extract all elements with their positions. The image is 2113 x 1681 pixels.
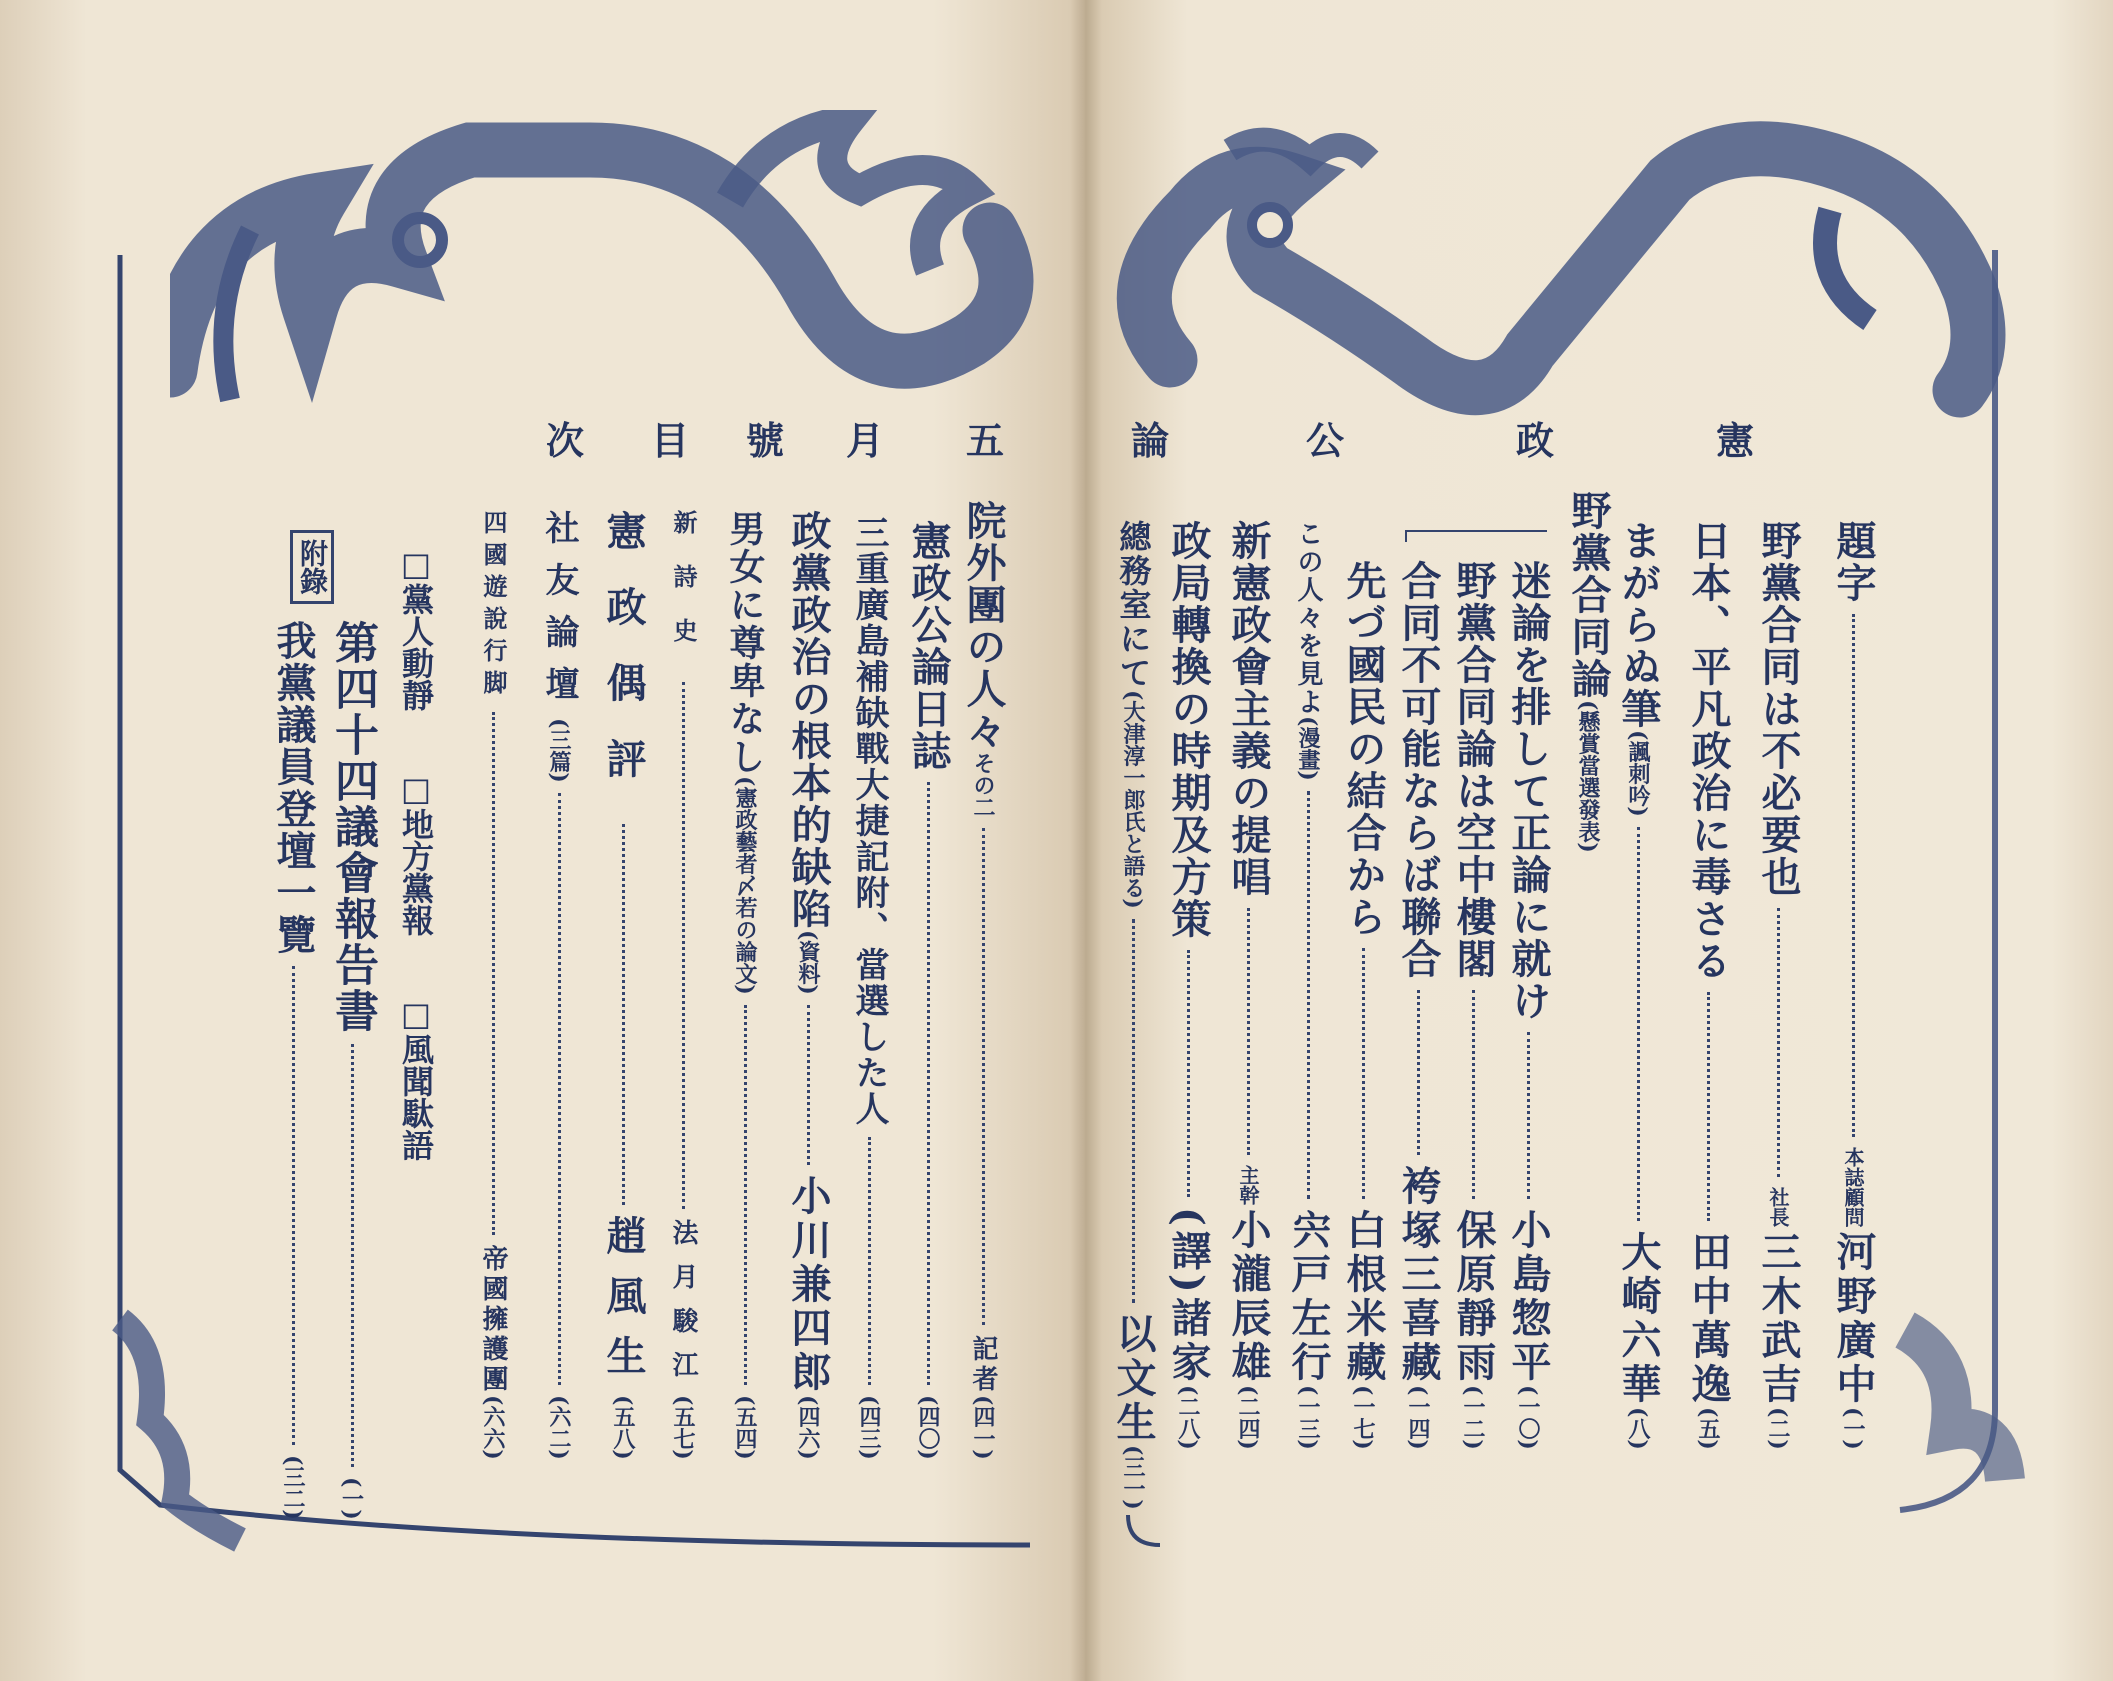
entry-title: 三重廣島補缺戰大捷記附、當選した人 bbox=[849, 515, 889, 1127]
toc-entry[interactable] bbox=[665, 510, 702, 1460]
right-scroll-ornament bbox=[1110, 120, 2010, 420]
toc-entry[interactable] bbox=[780, 510, 837, 1460]
entry-page: (六六) bbox=[480, 1395, 506, 1460]
toc-entry[interactable] bbox=[535, 510, 584, 1460]
entry-author: 法月駿江 bbox=[668, 1219, 698, 1396]
magazine-title-char: 憲 bbox=[1715, 418, 1754, 463]
feature-item[interactable] bbox=[1445, 560, 1502, 1450]
feature-heading bbox=[1560, 490, 1617, 1010]
appendix-label: 附錄 bbox=[296, 539, 329, 595]
dot-leader bbox=[1777, 908, 1780, 1177]
dot-leader bbox=[1527, 1032, 1530, 1199]
entry-title: 政局轉換の時期及方策 bbox=[1165, 520, 1212, 940]
magazine-title-char: 論 bbox=[1130, 418, 1169, 463]
dot-leader bbox=[807, 1005, 810, 1165]
entry-page: (五四) bbox=[732, 1395, 758, 1460]
entry-page: (一二) bbox=[1460, 1385, 1486, 1450]
entry-page: (一〇) bbox=[1515, 1385, 1541, 1450]
toc-entry[interactable] bbox=[900, 520, 957, 1460]
dot-leader bbox=[351, 1044, 354, 1467]
dot-leader bbox=[492, 712, 495, 1235]
dot-leader bbox=[1132, 919, 1135, 1303]
entry-page: (二八) bbox=[1175, 1385, 1201, 1450]
entry-title: 合同不可能ならば聯合 bbox=[1395, 560, 1442, 980]
entry-author: 以文生 bbox=[1110, 1313, 1157, 1446]
entry-title: 憲政公論日誌 bbox=[905, 520, 952, 772]
feature-item[interactable] bbox=[1390, 560, 1447, 1450]
toc-entry[interactable] bbox=[1220, 520, 1277, 1450]
entry-page: (三二) bbox=[280, 1455, 306, 1520]
entry-page: (二四) bbox=[1235, 1385, 1261, 1450]
entry-title: 社友論壇 bbox=[539, 510, 579, 718]
feature-title: 野黨合同論 bbox=[1565, 490, 1612, 700]
dot-leader bbox=[682, 682, 685, 1209]
entry-title: 先づ國民の結合から bbox=[1340, 560, 1387, 938]
entry-page: (二) bbox=[1765, 1407, 1791, 1450]
entry-page: (四六) bbox=[795, 1395, 821, 1460]
notice-item: □黨人動靜 bbox=[397, 545, 435, 711]
entry-title: 第四十四議會報告書 bbox=[327, 620, 378, 1034]
entry-author: 田中萬逸 bbox=[1685, 1231, 1732, 1408]
issue-title-char: 目 bbox=[650, 418, 689, 463]
entry-subtitle: (諷刺吟) bbox=[1625, 730, 1651, 817]
entry-title: 我黨議員登壇一覽 bbox=[270, 620, 317, 956]
issue-title-char: 號 bbox=[745, 418, 784, 463]
entry-subtitle: (大津淳一郎氏と語る) bbox=[1120, 690, 1146, 909]
entry-author: 小島惣平 bbox=[1505, 1209, 1552, 1386]
magazine-title-char: 政 bbox=[1515, 418, 1554, 463]
entry-title: 日本、平凡政治に毒さる bbox=[1685, 520, 1732, 982]
entry-subtitle: その二 bbox=[970, 752, 996, 818]
toc-entry[interactable] bbox=[1750, 520, 1807, 1450]
toc-entry[interactable] bbox=[595, 510, 652, 1460]
entry-subtitle: (資料) bbox=[795, 930, 821, 995]
entry-title: 四國遊說行脚 bbox=[479, 510, 508, 702]
entry-subtitle: (三篇) bbox=[546, 718, 572, 783]
entry-page: (五八) bbox=[610, 1395, 636, 1460]
notice-item: □地方黨報 bbox=[397, 770, 435, 936]
entry-page: (一七) bbox=[1350, 1385, 1376, 1450]
entry-page: (一) bbox=[1840, 1407, 1866, 1450]
toc-entry[interactable] bbox=[1160, 520, 1217, 1450]
toc-entry[interactable] bbox=[1105, 520, 1162, 1510]
entry-author: 記者 bbox=[968, 1335, 998, 1396]
entry-author: 白根米藏 bbox=[1340, 1209, 1387, 1386]
dot-leader bbox=[1637, 827, 1640, 1221]
entry-author: 小瀧辰雄 bbox=[1225, 1209, 1272, 1386]
entry-title: 院外團の人々 bbox=[960, 500, 1007, 752]
entry-subtitle: (憲政藝者〆若の論文) bbox=[732, 776, 758, 995]
entry-title: 野黨合同は不必要也 bbox=[1755, 520, 1802, 898]
entry-title: 迷論を排して正論に就け bbox=[1505, 560, 1552, 1022]
entry-title: 題字 bbox=[1830, 520, 1877, 604]
issue-title-char: 月 bbox=[845, 418, 884, 463]
dot-leader bbox=[1362, 948, 1365, 1199]
entry-page: (四〇) bbox=[915, 1395, 941, 1460]
entry-author: 趙風生 bbox=[600, 1215, 647, 1396]
entry-page: (六二) bbox=[546, 1395, 572, 1460]
entry-title: 新憲政會主義の提唱 bbox=[1225, 520, 1272, 898]
entry-title: まがらぬ筆 bbox=[1615, 520, 1662, 730]
feature-item[interactable] bbox=[1335, 560, 1392, 1450]
dot-leader bbox=[1187, 950, 1190, 1197]
left-scroll-ornament bbox=[170, 110, 1070, 410]
entry-page: (五) bbox=[1695, 1407, 1721, 1450]
toc-entry[interactable] bbox=[955, 500, 1012, 1460]
issue-title-char: 次 bbox=[545, 418, 584, 463]
entry-author: 保原靜雨 bbox=[1450, 1209, 1497, 1386]
entry-page: (八) bbox=[1625, 1407, 1651, 1450]
appendix-entry[interactable] bbox=[265, 620, 322, 1520]
entry-author: 宍戸左行 bbox=[1285, 1209, 1332, 1386]
dot-leader bbox=[1417, 990, 1420, 1155]
dot-leader bbox=[1852, 614, 1855, 1137]
feature-subtitle: (懸賞當選發表) bbox=[1575, 700, 1601, 853]
entry-title: 野黨合同論は空中樓閣 bbox=[1450, 560, 1497, 980]
toc-entry[interactable] bbox=[720, 510, 771, 1460]
dot-leader bbox=[927, 782, 930, 1385]
feature-bracket bbox=[1405, 530, 1547, 542]
dot-leader bbox=[744, 1005, 747, 1385]
entry-role: 社長 bbox=[1766, 1187, 1790, 1228]
entry-title: 憲政偶評 bbox=[600, 510, 647, 814]
entry-author: 大崎六華 bbox=[1615, 1231, 1662, 1408]
dot-leader bbox=[558, 793, 561, 1385]
feature-item[interactable] bbox=[1500, 560, 1557, 1450]
entry-page: (三一) bbox=[1120, 1445, 1146, 1510]
entry-page: (四三) bbox=[856, 1395, 882, 1460]
dot-leader bbox=[1307, 791, 1310, 1199]
entry-title: 政黨政治の根本的缺陷 bbox=[785, 510, 832, 930]
entry-title: 新詩史 bbox=[669, 510, 698, 672]
entry-page: (一三) bbox=[1295, 1385, 1321, 1450]
entry-title: 總務室にて bbox=[1114, 520, 1153, 690]
entry-author: 袴塚三喜藏 bbox=[1395, 1165, 1442, 1386]
appendix-label-box bbox=[290, 530, 334, 604]
dot-leader bbox=[622, 824, 625, 1205]
toc-entry[interactable] bbox=[845, 515, 894, 1460]
dot-leader bbox=[1707, 992, 1710, 1221]
entry-author: 三木武吉 bbox=[1755, 1231, 1802, 1408]
toc-entry[interactable] bbox=[475, 510, 512, 1460]
issue-title-char: 五 bbox=[965, 418, 1004, 463]
magazine-title-char: 公 bbox=[1305, 418, 1344, 463]
entry-title: 男女に尊卑なし bbox=[724, 510, 766, 776]
entry-role: 主幹 bbox=[1236, 1165, 1260, 1206]
entry-author: 小川兼四郎 bbox=[785, 1175, 832, 1396]
dot-leader bbox=[292, 966, 295, 1445]
entry-role: 本誌顧問 bbox=[1841, 1147, 1865, 1228]
entry-title: この人々を見よ bbox=[1293, 520, 1323, 716]
entry-author: (譯)諸家 bbox=[1165, 1207, 1212, 1386]
entry-page: (一) bbox=[338, 1477, 365, 1520]
dot-leader bbox=[1472, 990, 1475, 1199]
entry-author: 河野廣中 bbox=[1830, 1231, 1877, 1408]
entry-subtitle: (漫畫) bbox=[1295, 716, 1321, 781]
toc-entry[interactable] bbox=[1825, 520, 1882, 1450]
entry-page: (一四) bbox=[1405, 1385, 1431, 1450]
dot-leader bbox=[1247, 908, 1250, 1155]
toc-entry[interactable] bbox=[1680, 520, 1737, 1450]
entry-page: (四一) bbox=[970, 1395, 996, 1460]
entry-page: (五七) bbox=[670, 1395, 696, 1460]
dot-leader bbox=[868, 1137, 871, 1385]
toc-entry[interactable] bbox=[1280, 520, 1337, 1450]
appendix-entry[interactable] bbox=[320, 620, 384, 1520]
entry-author: 帝國擁護團 bbox=[478, 1245, 508, 1396]
notice-item: □風聞駄語 bbox=[397, 995, 435, 1161]
toc-entry[interactable] bbox=[1610, 520, 1667, 1450]
dot-leader bbox=[982, 828, 985, 1325]
